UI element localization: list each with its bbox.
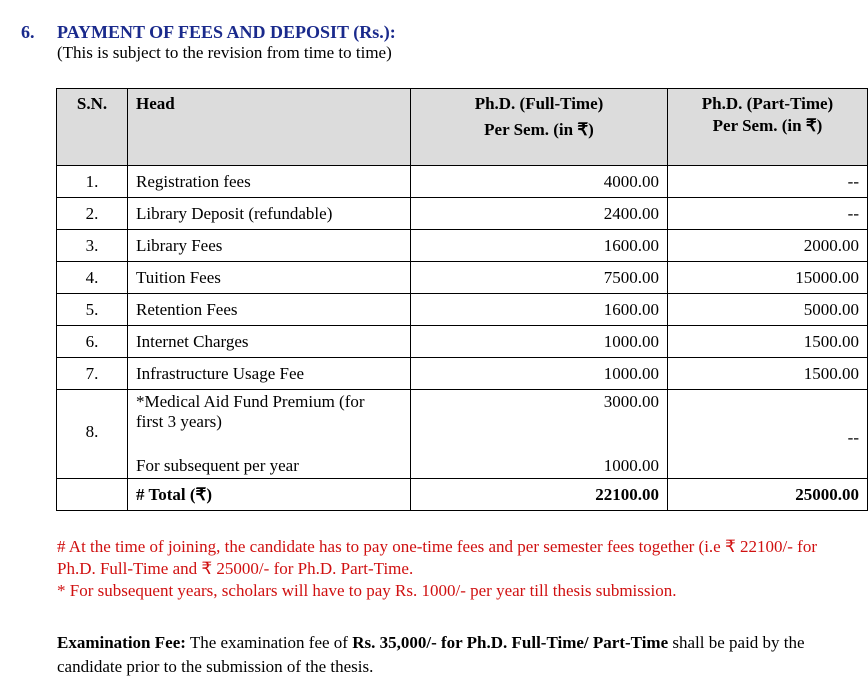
exam-text2: shall be paid by the candidate prior to the submission of the thesis. <box>57 633 805 676</box>
row-full-time: 1000.00 <box>411 326 668 358</box>
header-full-time-line1: Ph.D. (Full-Time) <box>474 94 604 113</box>
exam-amount: Rs. 35,000/- for Ph.D. Full-Time/ Part-Time <box>352 633 669 652</box>
total-label: # Total (₹) <box>128 479 411 511</box>
total-full-time: 22100.00 <box>411 479 668 511</box>
row-head: Tuition Fees <box>128 262 411 294</box>
exam-text1: The examination fee of <box>185 633 353 652</box>
row-full-time: 2400.00 <box>411 198 668 230</box>
row-full-time: 7500.00 <box>411 262 668 294</box>
row-sn: 1. <box>57 166 128 198</box>
row-full-time: 1600.00 <box>411 230 668 262</box>
row-sn: 2. <box>57 198 128 230</box>
table-row <box>57 358 868 390</box>
medical-head-sub: For subsequent per year <box>136 456 299 475</box>
medical-head-line2: first 3 years) <box>136 412 222 431</box>
row-part-time: -- <box>668 198 868 230</box>
row-head: Registration fees <box>128 166 411 198</box>
row-part-time: 2000.00 <box>668 230 868 262</box>
note-joining: # At the time of joining, the candidate has to pay one-time fees and per semester fees together (i.e ₹ 22100/- for Ph.D. Full-Time and ₹ 25000/- for Ph.D. Part-Time. <box>57 537 817 578</box>
header-part-time-line1: Ph.D. (Part-Time) <box>701 94 834 113</box>
row-part-time: 5000.00 <box>668 294 868 326</box>
header-head: Head <box>128 89 411 166</box>
table-row <box>57 262 868 294</box>
section-subtitle: (This is subject to the revision from time to time) <box>57 43 392 62</box>
row-head: Library Fees <box>128 230 411 262</box>
row-head: Library Deposit (refundable) <box>128 198 411 230</box>
medical-part-time: -- <box>847 428 859 447</box>
row-part-time: 1500.00 <box>668 358 868 390</box>
note-subsequent: * For subsequent years, scholars will have to pay Rs. 1000/- per year till thesis submission. <box>57 581 677 600</box>
row-full-time: 1600.00 <box>411 294 668 326</box>
table-row-medical <box>57 390 868 479</box>
row-full-time: 1000.00 <box>411 358 668 390</box>
section-title: PAYMENT OF FEES AND DEPOSIT (Rs.): <box>57 22 396 42</box>
header-sn: S.N. <box>57 89 128 166</box>
medical-head-cell <box>128 390 411 479</box>
fees-table <box>56 88 868 511</box>
section-number: 6. <box>21 22 35 42</box>
row-full-time: 4000.00 <box>411 166 668 198</box>
row-sn: 5. <box>57 294 128 326</box>
medical-head-line1: *Medical Aid Fund Premium (for <box>136 392 365 411</box>
row-part-time: 1500.00 <box>668 326 868 358</box>
examination-fee-paragraph <box>57 631 837 679</box>
table-row-total <box>57 479 868 511</box>
exam-label: Examination Fee: <box>57 633 186 652</box>
medical-full-time-sub: 1000.00 <box>603 456 659 475</box>
table-row <box>57 198 868 230</box>
medical-part-time-cell <box>668 390 868 479</box>
table-header-row <box>57 89 868 166</box>
row-head: Internet Charges <box>128 326 411 358</box>
medical-sn-cell <box>57 390 128 479</box>
table-row <box>57 326 868 358</box>
header-part-time-line2: Per Sem. (in ₹) <box>712 116 823 135</box>
medical-full-time-cell <box>411 390 668 479</box>
row-sn: 6. <box>57 326 128 358</box>
row-part-time: -- <box>668 166 868 198</box>
header-full-time <box>411 89 668 166</box>
row-head: Infrastructure Usage Fee <box>128 358 411 390</box>
header-full-time-line2: Per Sem. (in ₹) <box>484 120 594 139</box>
header-part-time <box>668 89 868 166</box>
total-sn <box>57 479 128 511</box>
table-row <box>57 166 868 198</box>
total-part-time: 25000.00 <box>668 479 868 511</box>
table-row <box>57 230 868 262</box>
row-sn: 3. <box>57 230 128 262</box>
row-sn: 4. <box>57 262 128 294</box>
medical-full-time: 3000.00 <box>603 392 659 411</box>
row-head: Retention Fees <box>128 294 411 326</box>
medical-sn: 8. <box>85 422 99 441</box>
row-sn: 7. <box>57 358 128 390</box>
table-row <box>57 294 868 326</box>
row-part-time: 15000.00 <box>668 262 868 294</box>
